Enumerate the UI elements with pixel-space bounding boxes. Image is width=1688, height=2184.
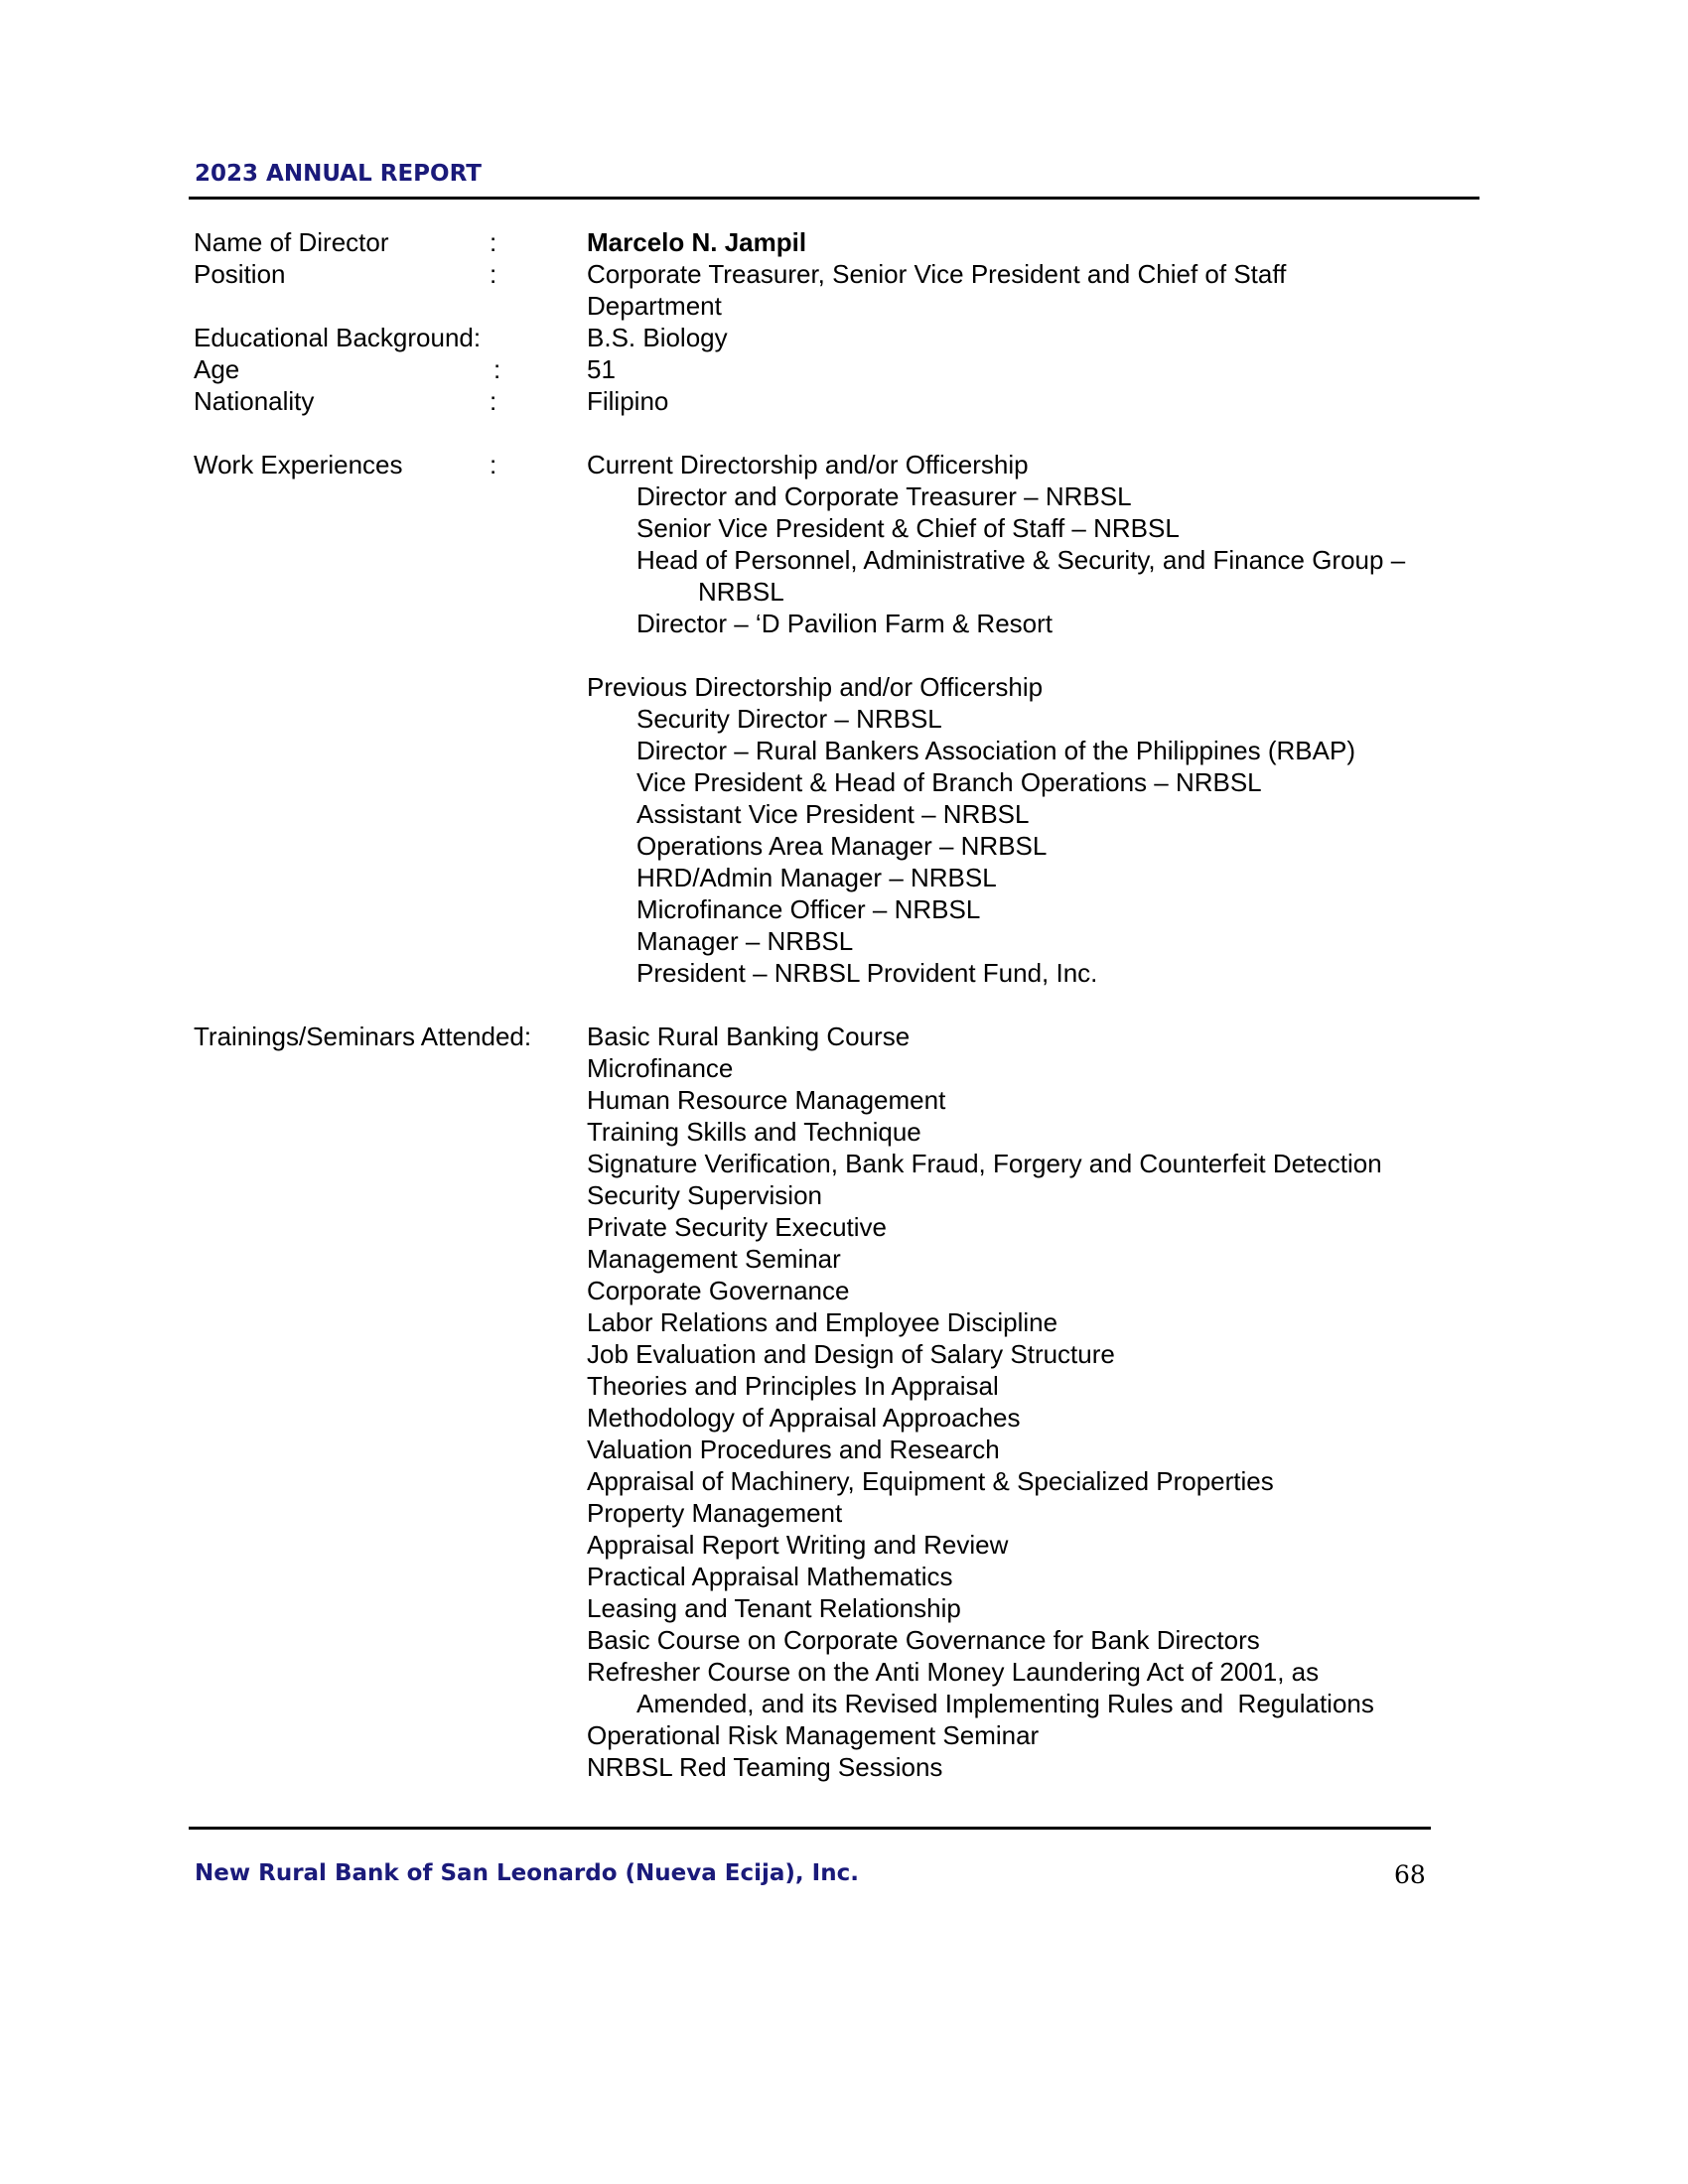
training-item: Basic Rural Banking Course [587,1022,911,1051]
age-row [194,353,1484,385]
colon: : [490,227,497,257]
director-profile [194,226,1484,1783]
footer-rule [189,1827,1431,1830]
training-item: Job Evaluation and Design of Salary Structure [587,1339,1115,1369]
work-experiences-row [194,449,1484,989]
previous-heading: Previous Directorship and/or Officership [587,672,1044,702]
current-item-continuation: NRBSL [698,577,784,607]
nationality-value: Filipino [587,386,669,416]
training-item: Private Security Executive [587,1212,888,1242]
training-item: Refresher Course on the Anti Money Laundering Act of 2001, as [587,1657,1320,1687]
training-item: Labor Relations and Employee Discipline [587,1307,1058,1337]
previous-item: President – NRBSL Provident Fund, Inc. [636,958,1098,988]
colon: : [490,259,497,289]
position-value-line: Department [587,291,722,321]
previous-item: Operations Area Manager – NRBSL [636,831,1048,861]
position-label: Position [194,259,286,289]
colon: : [490,450,497,479]
name-row [194,226,1484,258]
colon: : [490,386,497,416]
position-value-line: Corporate Treasurer, Senior Vice President and Chief of Staff [587,259,1287,289]
header-rule [189,197,1479,200]
previous-item: Microfinance Officer – NRBSL [636,894,981,924]
training-item: Valuation Procedures and Research [587,1434,1000,1464]
training-item: Property Management [587,1498,843,1528]
age-value: 51 [587,354,616,384]
report-header-title: 2023 ANNUAL REPORT [195,161,482,187]
current-item: Senior Vice President & Chief of Staff – NRBSL [636,513,1180,543]
trainings-row [194,1021,1484,1783]
page-number: 68 [1394,1860,1426,1889]
training-item: Appraisal Report Writing and Review [587,1530,1009,1560]
nationality-label: Nationality [194,386,315,416]
training-item: Human Resource Management [587,1085,946,1115]
training-item: Training Skills and Technique [587,1117,921,1147]
training-item: Appraisal of Machinery, Equipment & Specialized Properties [587,1466,1274,1496]
training-item: Operational Risk Management Seminar [587,1720,1040,1750]
trainings-label: Trainings/Seminars Attended: [194,1022,532,1051]
education-row [194,322,1484,353]
previous-item: Vice President & Head of Branch Operations – NRBSL [636,767,1262,797]
education-label: Educational Background: [194,323,482,352]
previous-item: Director – Rural Bankers Association of the Philippines (RBAP) [636,736,1355,765]
education-value: B.S. Biology [587,323,728,352]
previous-item: Manager – NRBSL [636,926,854,956]
colon: : [493,354,501,384]
work-label: Work Experiences [194,450,403,479]
training-item: Microfinance [587,1053,734,1083]
current-heading: Current Directorship and/or Officership [587,450,1029,479]
training-item: Basic Course on Corporate Governance for Bank Directors [587,1625,1260,1655]
previous-item: Security Director – NRBSL [636,704,942,734]
training-item: Methodology of Appraisal Approaches [587,1403,1021,1433]
age-label: Age [194,354,240,384]
current-item: Director and Corporate Treasurer – NRBSL [636,481,1132,511]
previous-item: HRD/Admin Manager – NRBSL [636,863,997,892]
training-item: Signature Verification, Bank Fraud, Forgery and Counterfeit Detection [587,1149,1382,1178]
training-item: Corporate Governance [587,1276,850,1305]
training-item: NRBSL Red Teaming Sessions [587,1752,943,1782]
nationality-row [194,385,1484,417]
director-name: Marcelo N. Jampil [587,227,807,257]
current-item: Director – ‘D Pavilion Farm & Resort [636,609,1053,638]
training-item: Management Seminar [587,1244,841,1274]
training-item: Practical Appraisal Mathematics [587,1562,953,1591]
training-item: Theories and Principles In Appraisal [587,1371,999,1401]
name-label: Name of Director [194,227,389,257]
training-item-continuation: Amended, and its Revised Implementing Rules and Regulations [636,1689,1374,1718]
current-item: Head of Personnel, Administrative & Security, and Finance Group – [636,545,1406,575]
footer-bank-name: New Rural Bank of San Leonardo (Nueva Ecija), Inc. [195,1860,859,1886]
previous-item: Assistant Vice President – NRBSL [636,799,1030,829]
position-row [194,258,1484,322]
training-item: Security Supervision [587,1180,822,1210]
training-item: Leasing and Tenant Relationship [587,1593,961,1623]
